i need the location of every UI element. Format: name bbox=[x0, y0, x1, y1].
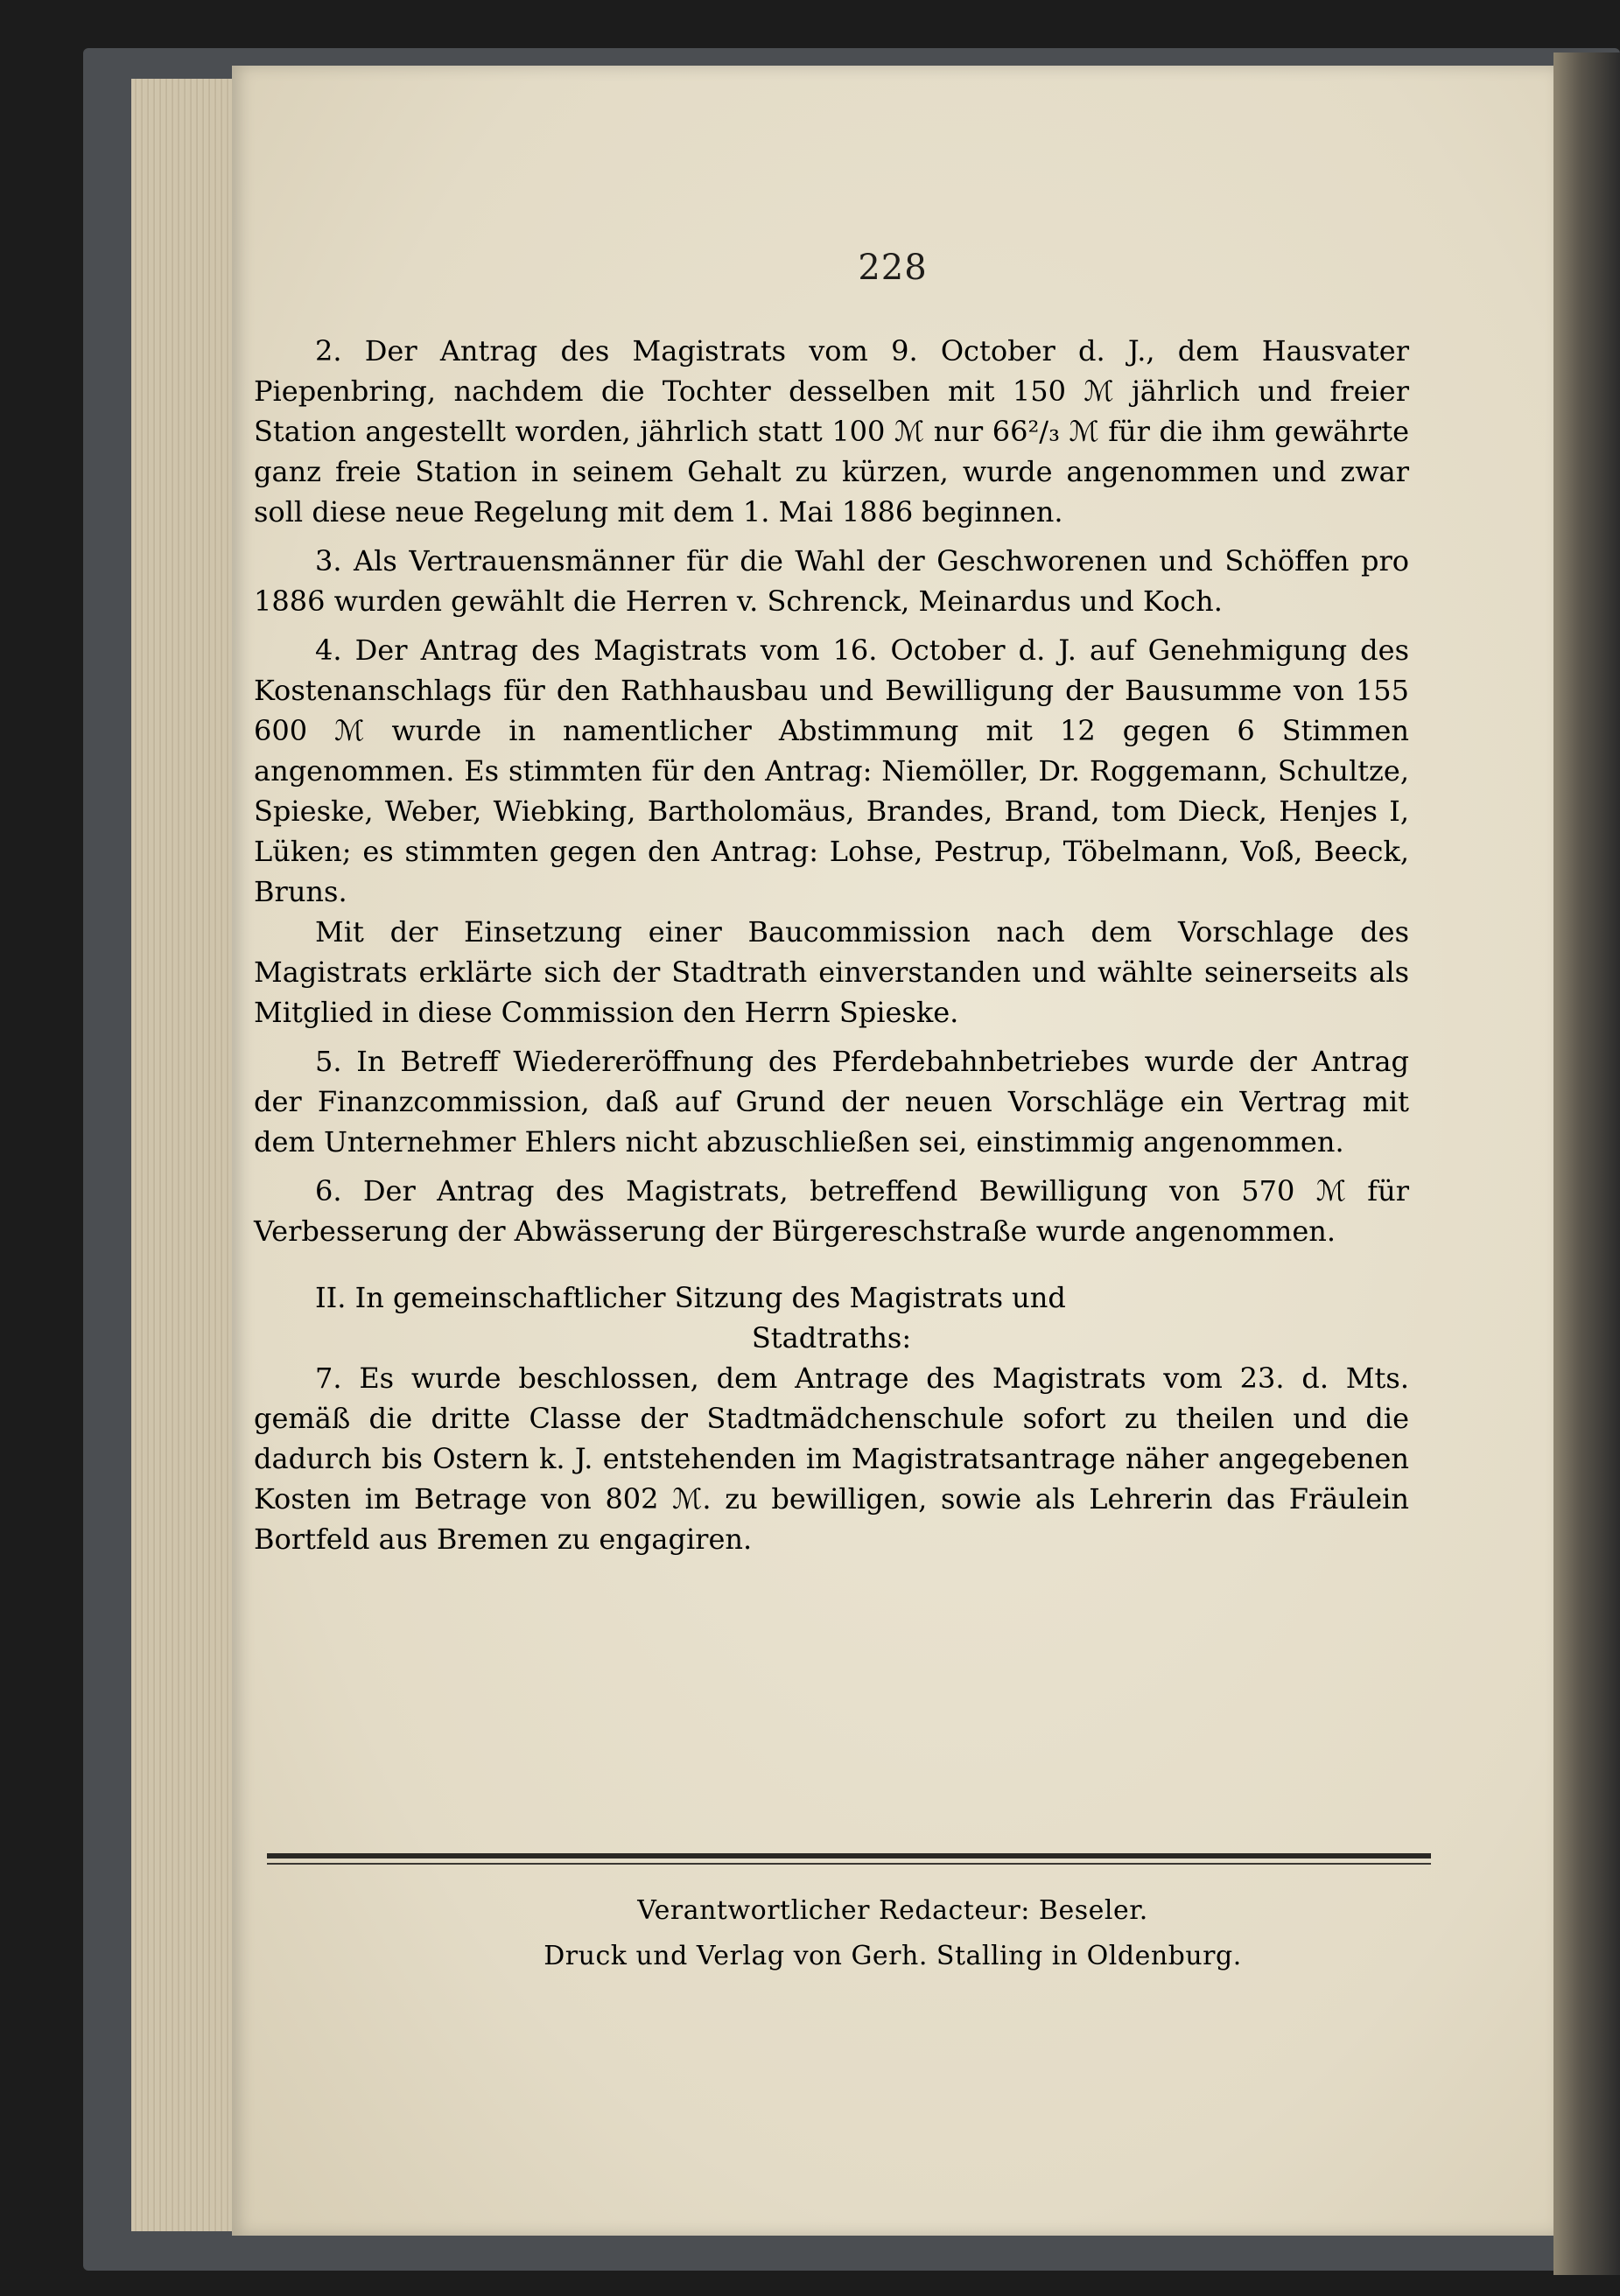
imprint-printer: Druck und Verlag von Gerh. Stalling in Oldenburg. bbox=[544, 1941, 1242, 1971]
paragraph-item-5: 5. In Betreff Wiedereröffnung des Pferdebahnbetriebes wurde der Antrag der Finanzcommission, daß auf Grund der neuen Vorschläge ein Vertrag mit dem Unternehmer Ehlers nicht abzuschließen sei, einstimmig angenommen. bbox=[254, 1045, 1409, 1158]
paragraph-item-7: 7. Es wurde beschlossen, dem Antrage des Magistrats vom 23. d. Mts. gemäß die dritte Classe der Stadtmädchenschule sofort zu theilen und die dadurch bis Ostern k. J. entstehenden im Magistratsantrage näher angegebenen Kosten im Betrage von 802 ℳ. zu bewilligen, sowie als Lehrerin das Fräulein Bortfeld aus Bremen zu engagiren. bbox=[254, 1362, 1409, 1556]
page-edges bbox=[131, 79, 245, 2231]
paragraph-item-4: 4. Der Antrag des Magistrats vom 16. October d. J. auf Genehmigung des Kostenanschlags für den Rathhausbau und Bewilligung der Bausumme von 155 600 ℳ wurde in namentlicher Abstimmung mit 12 gegen 6 Stimmen angenommen. Es stimmten für den Antrag: Niemöller, Dr. Roggemann, Schultze, Spieske, Weber, Wiebking, Bartholomäus, Brandes, Brand, tom Dieck, Henjes I, Lüken; es stimmten gegen den Antrag: Lohse, Pestrup, Töbelmann, Voß, Beeck, Bruns. bbox=[254, 634, 1409, 908]
page-number: 228 bbox=[858, 248, 928, 288]
body-text bbox=[254, 331, 1409, 1559]
paragraph-item-3: 3. Als Vertrauensmänner für die Wahl der Geschworenen und Schöffen pro 1886 wurden gewählt die Herren v. Schrenck, Meinardus und Koch. bbox=[254, 544, 1409, 618]
paragraph-item-2: 2. Der Antrag des Magistrats vom 9. October d. J., dem Hausvater Piepenbring, nachdem die Tochter desselben mit 150 ℳ jährlich und freier Station angestellt worden, jährlich statt 100 ℳ nur 66²/₃ ℳ für die ihm gewährte ganz freie Station in seinem Gehalt zu kürzen, wurde angenommen und zwar soll diese neue Regelung mit dem 1. Mai 1886 beginnen. bbox=[254, 334, 1409, 528]
footer-rule bbox=[267, 1853, 1431, 1865]
gutter-next-page bbox=[1553, 52, 1620, 2275]
paragraph-baucommission: Mit der Einsetzung einer Baucommission nach dem Vorschlage des Magistrats erklärte sich der Stadtrath einverstanden und wählte seinerseits als Mitglied in diese Commission den Herrn Spieske. bbox=[254, 915, 1409, 1029]
paragraph-item-6: 6. Der Antrag des Magistrats, betreffend Bewilligung von 570 ℳ für Verbesserung der Abwässerung der Bürgereschstraße wurde angenommen. bbox=[254, 1174, 1409, 1248]
imprint-editor: Verantwortlicher Redacteur: Beseler. bbox=[637, 1895, 1148, 1926]
section-heading: II. In gemeinschaftlicher Sitzung des Magistrats und bbox=[315, 1281, 1066, 1314]
section-heading-cont: Stadtraths: bbox=[751, 1321, 912, 1354]
